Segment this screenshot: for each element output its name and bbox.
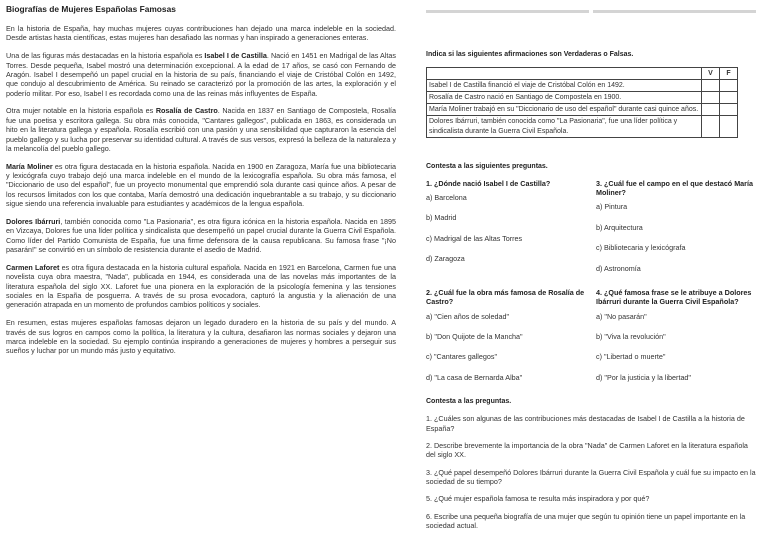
- table-row: [427, 80, 738, 92]
- bio-paragraph-dolores: Dolores Ibárruri, también conocida como "La Pasionaria", es otra figura icónica en la historia española. Nacida en 1895 en Vizcaya, Dolores fue una líder política y sindicalista que desempeñó un papel crucial durante la Guerra Civil Española. Como líder del Partido Comunista de España, fue una firme defensora de la causa republicana. Su famosa frase "¡No pasarán!" se convirtió en un símbolo de resistencia durante el asedio de Madrid.: [6, 217, 396, 255]
- true-false-table: [426, 67, 738, 138]
- tf-instruction: Indica si las siguientes afirmaciones son Verdaderas o Falsas.: [426, 51, 634, 58]
- table-header-row: [427, 68, 738, 80]
- bio-name: Isabel I de Castilla: [204, 51, 267, 61]
- question-text: 3. ¿Cuál fue el campo en el que destacó María Moliner?: [596, 178, 753, 198]
- open-question: 6. Escribe una pequeña biografía de una mujer que según tu opinión tiene un papel importante en la sociedad actual.: [426, 511, 746, 531]
- statement-cell: Rosalía de Castro nació en Santiago de Compostela en 1900.: [427, 92, 702, 104]
- exercise-column: [426, 10, 756, 538]
- header-bar: [426, 10, 756, 16]
- answer-option[interactable]: d) Astronomía: [596, 263, 641, 273]
- true-header: V: [702, 68, 720, 80]
- statement-cell: Isabel I de Castilla financió el viaje de Cristóbal Colón en 1492.: [427, 80, 702, 92]
- open-question: 1. ¿Cuáles son algunas de las contribuciones más destacadas de Isabel I de Castilla a la historia de España?: [426, 414, 745, 433]
- mc-question: [596, 179, 756, 284]
- statement-header: [427, 68, 702, 80]
- answer-option[interactable]: d) "La casa de Bernarda Alba": [426, 372, 523, 382]
- false-cell[interactable]: [720, 104, 738, 116]
- question-text: 4. ¿Qué famosa frase se le atribuye a Dolores Ibárruri durante la Guerra Civil Española?: [596, 287, 752, 307]
- reading-column: [6, 4, 396, 364]
- bio-paragraph-isabel: Una de las figuras más destacadas en la historia española es Isabel I de Castilla. Nació en 1451 en Madrigal de las Altas Torres. Desde pequeña, Isabel mostró una determinación excepcional. A la edad de 17 años, se casó con Fernando de Aragón. Isabel I desempeñó un papel crucial en la historia de su país, financiando el viaje de Cristóbal Colón en 1492, que condujo al descubrimiento de América. Su reinado se caracterizó por la promoción de las artes, la exploración y el poderío militar. Por eso, Isabel I es recordada como una de las reinas más influyentes de España.: [6, 51, 396, 98]
- answer-option[interactable]: c) Madrigal de las Altas Torres: [426, 233, 523, 243]
- statement-cell: María Moliner trabajó en su "Diccionario de uso del español" durante casi quince años.: [427, 104, 702, 116]
- answer-option[interactable]: c) "Cantares gallegos": [426, 352, 498, 362]
- true-cell[interactable]: [702, 80, 720, 92]
- intro-paragraph: En la historia de España, hay muchas mujeres cuyas contribuciones han dejado una marca indeleble en la sociedad. Desde artistas hasta científicas, estas mujeres han desafiado las normas y han inspirado a generaciones enteras.: [6, 23, 396, 43]
- open-question: 2. Describe brevemente la importancia de la obra "Nada" de Carmen Laforet en la literatura española del siglo XX.: [426, 440, 748, 460]
- bio-name: Carmen Laforet: [6, 262, 60, 272]
- answer-option[interactable]: a) Pintura: [596, 202, 628, 212]
- bio-name: Dolores Ibárruri: [6, 217, 61, 227]
- bio-paragraph-carmen: Carmen Laforet es otra figura destacada en la historia cultural española. Nacida en 1921 en Barcelona, Carmen fue una novelista cuya obra maestra, "Nada", publicada en 1944, es considerada una de las novelas más importantes de la literatura española del siglo XX. Laforet fue una pionera en la exploración de la psicología femenina y las tensiones sociales en la España de posguerra. A través de su prosa evocadora, capturó la angustia y la alienación de una generación atrapada en un momento de profundos cambios políticos y sociales.: [6, 262, 396, 310]
- true-cell[interactable]: [702, 116, 720, 137]
- statement-cell: Dolores Ibárruri, también conocida como "La Pasionaria", fue una líder política y sindicalista durante la Guerra Civil Española.: [427, 116, 702, 137]
- bio-name: María Moliner: [6, 161, 53, 171]
- table-row: [427, 92, 738, 104]
- open-question: 3. ¿Qué papel desempeñó Dolores Ibárruri durante la Guerra Civil Española y cuál fue su impacto en la sociedad de su tiempo?: [426, 467, 756, 486]
- question-text: 2. ¿Cuál fue la obra más famosa de Rosalía de Castro?: [426, 287, 585, 307]
- answer-option[interactable]: b) "Viva la revolución": [596, 331, 666, 341]
- multiple-choice-grid: [426, 179, 756, 397]
- bio-paragraph-rosalia: Otra mujer notable en la historia española es Rosalía de Castro. Nacida en 1837 en Santiago de Compostela, Rosalía fue una poetisa y escritora gallega. Su obra más conocida, "Cantares gallegos", publicada en 1863, es considerada un hito en la literatura gallega y española. Rosalía escribió con una pasión y una sensibilidad que capturaron la esencia del pueblo gallego y su lucha por preservar su identidad cultural. A través de sus versos, expresó la belleza de la naturaleza y la melancolía del pueblo gallego.: [6, 106, 396, 153]
- answer-option[interactable]: a) "No pasarán": [596, 311, 647, 321]
- mc-question: [426, 288, 594, 393]
- mc-instruction: Contesta a las siguientes preguntas.: [426, 162, 548, 170]
- answer-option[interactable]: c) "Libertad o muerte": [596, 352, 666, 362]
- answer-option[interactable]: b) Arquitectura: [596, 222, 643, 232]
- false-cell[interactable]: [720, 80, 738, 92]
- open-questions: [426, 414, 756, 530]
- open-question: 5. ¿Qué mujer española famosa te resulta más inspiradora y por qué?: [426, 494, 650, 504]
- answer-option[interactable]: d) "Por la justicia y la libertad": [596, 372, 691, 382]
- mc-question: [596, 288, 756, 393]
- answer-option[interactable]: a) "Cien años de soledad": [426, 311, 510, 321]
- table-row: [427, 104, 738, 116]
- false-header: F: [720, 68, 738, 80]
- true-cell[interactable]: [702, 92, 720, 104]
- question-text: 1. ¿Dónde nació Isabel I de Castilla?: [426, 178, 551, 188]
- outro-paragraph: En resumen, estas mujeres españolas famosas dejaron un legado duradero en la historia de su país y del mundo. A través de sus logros en campos como la política, la literatura y la cultura, desafiaron las normas sociales y dejaron una marca indeleble en la sociedad. Su ejemplo continúa inspirando a generaciones de mujeres y hombres a perseguir sus sueños y luchar por un mundo más justo y equitativo.: [6, 318, 396, 356]
- answer-option[interactable]: b) "Don Quijote de la Mancha": [426, 331, 523, 341]
- true-cell[interactable]: [702, 104, 720, 116]
- answer-option[interactable]: d) Zaragoza: [426, 254, 465, 264]
- page-title: Biografías de Mujeres Españolas Famosas: [6, 4, 176, 14]
- bio-paragraph-maria: María Moliner es otra figura destacada en la historia española. Nacida en 1900 en Zaragoza, María fue una bibliotecaria y lexicógrafa cuyo trabajo dejó una marca indeleble en el mundo de la lexicografía española. Su obra más famosa, el "Diccionario de uso del español", fue un proyecto monumental que emprendió sola durante casi quince años. A pesar de los recursos limitados con los que contaba, María demostró una dedicación inquebrantable a su trabajo, y su diccionario sigue siendo una referencia invaluable para estudiantes y académicos de la lengua española.: [6, 161, 396, 209]
- false-cell[interactable]: [720, 116, 738, 137]
- open-instruction: Contesta a las preguntas.: [426, 398, 512, 406]
- bio-name: Rosalía de Castro: [155, 106, 218, 116]
- false-cell[interactable]: [720, 92, 738, 104]
- answer-option[interactable]: b) Madrid: [426, 213, 457, 223]
- mc-question: [426, 179, 594, 284]
- table-row: [427, 116, 738, 137]
- answer-option[interactable]: a) Barcelona: [426, 193, 467, 203]
- answer-option[interactable]: c) Bibliotecaria y lexicógrafa: [596, 243, 686, 253]
